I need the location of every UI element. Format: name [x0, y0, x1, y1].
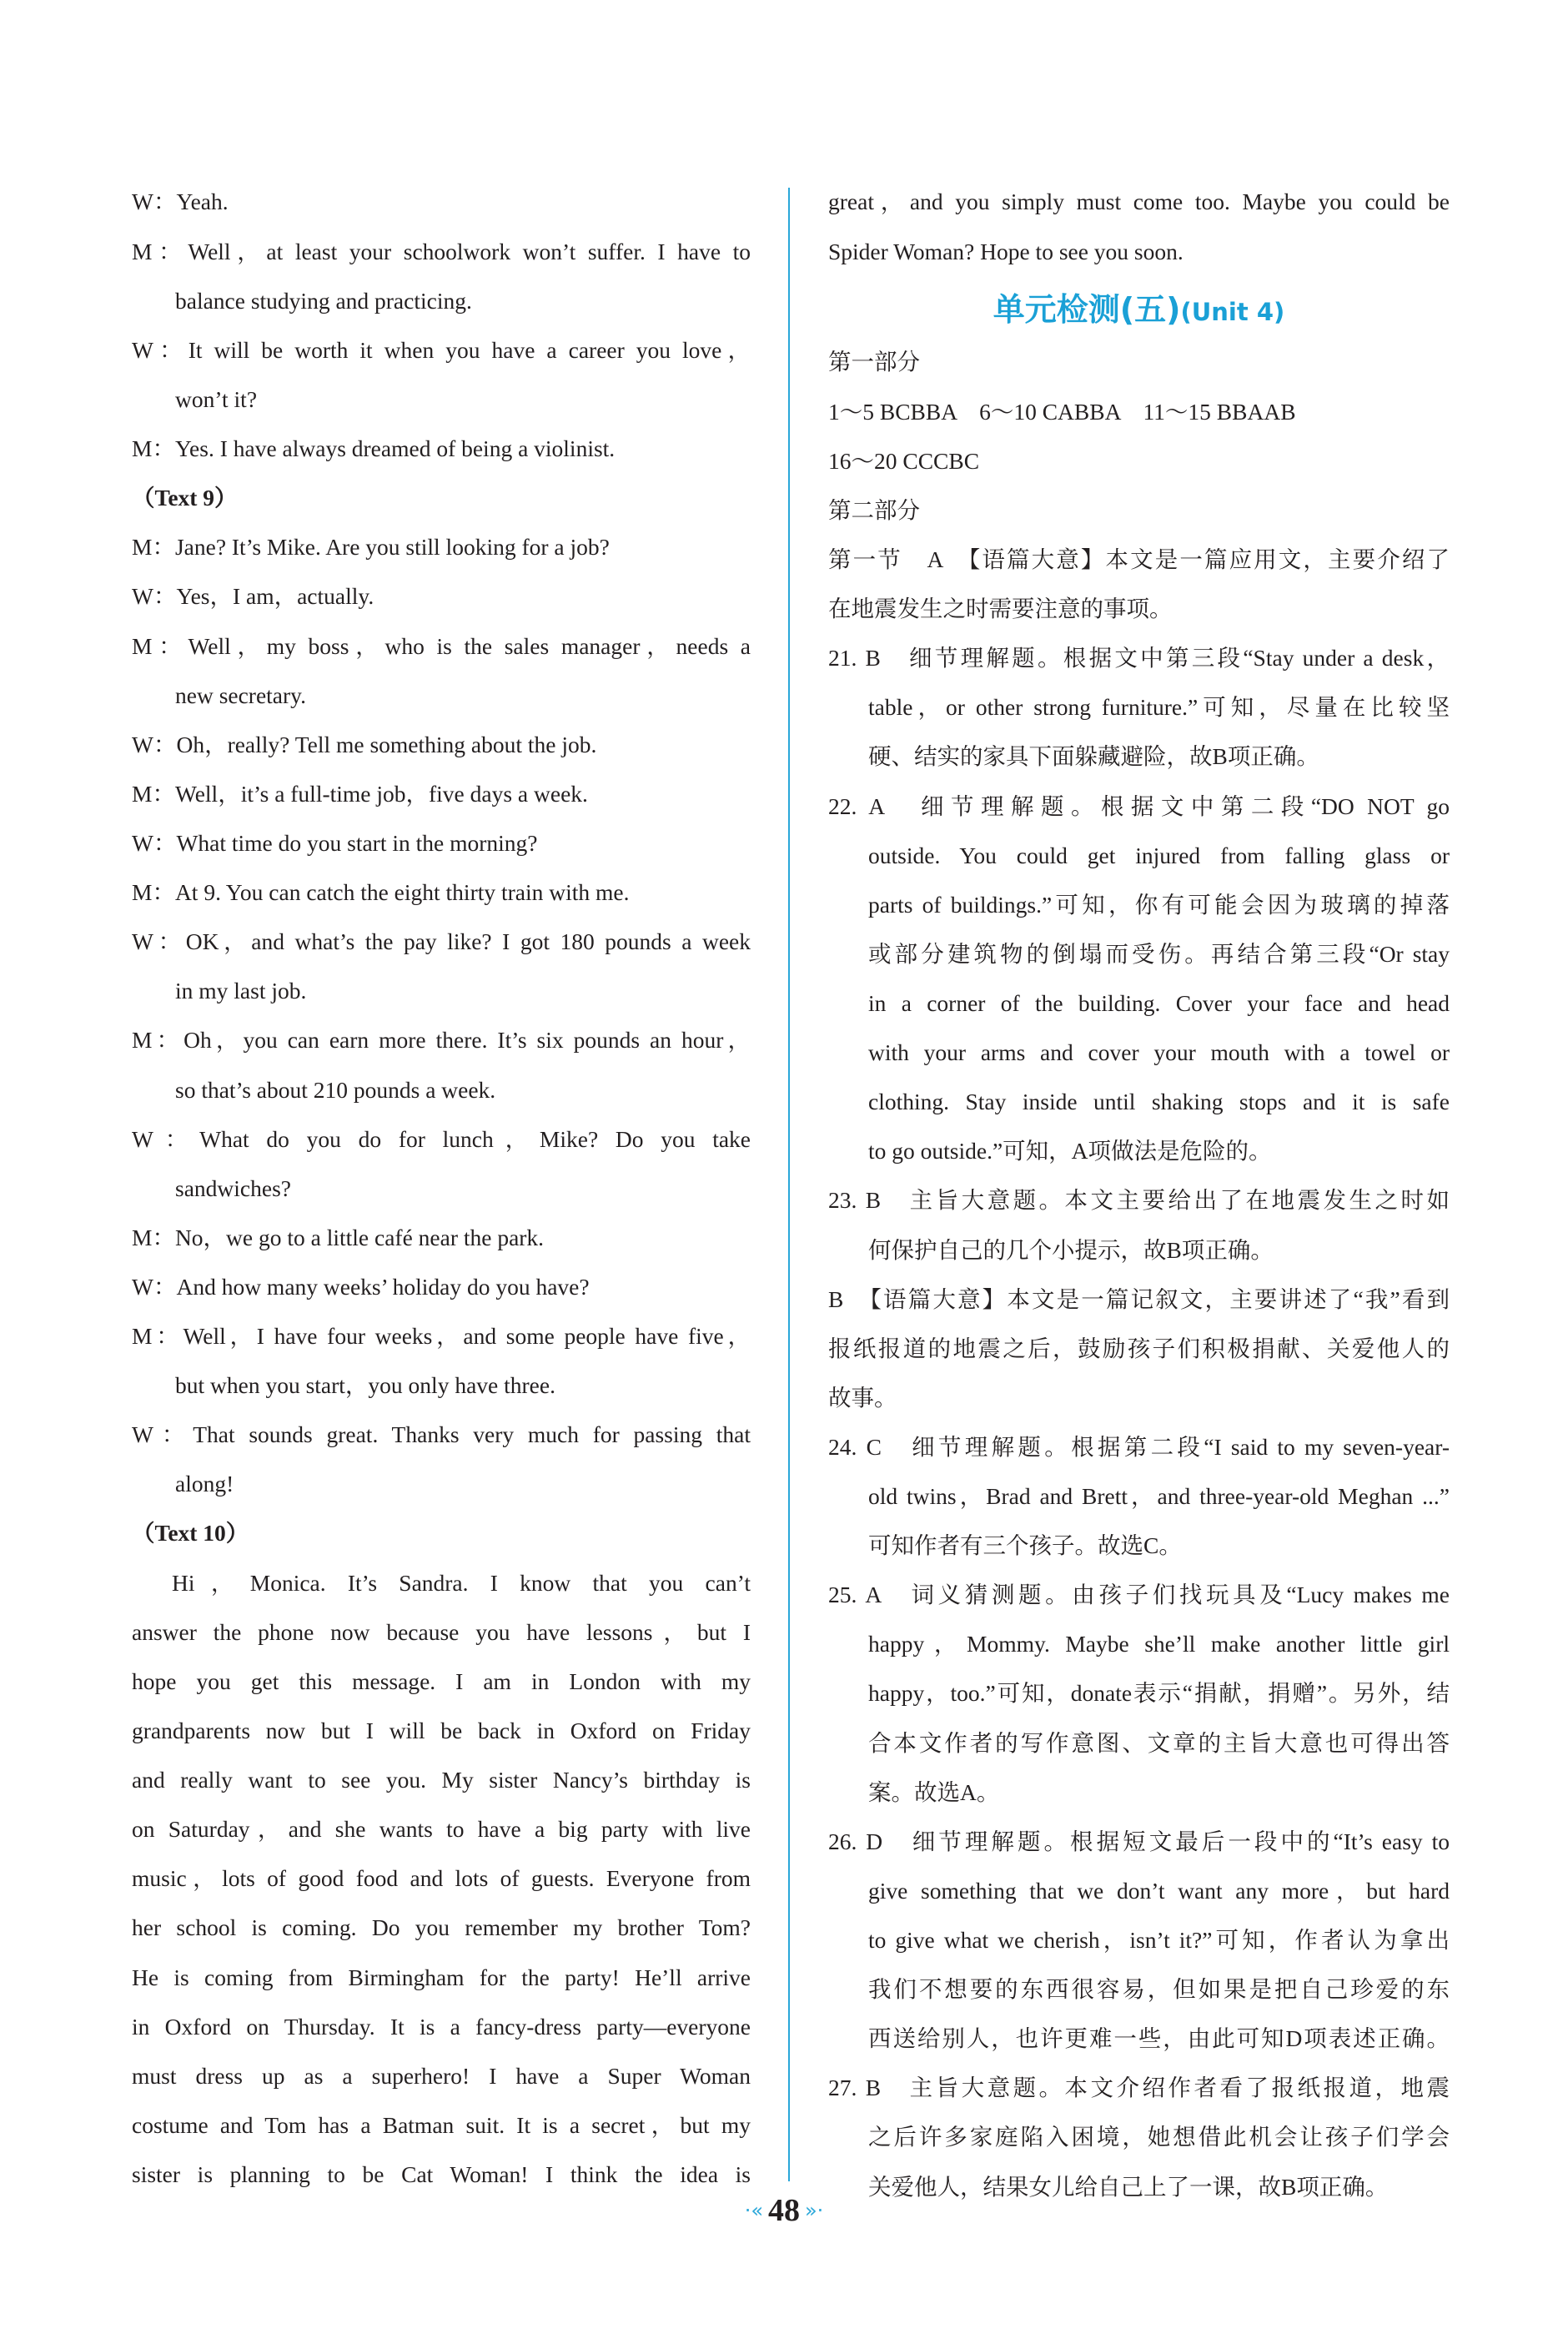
text-line: old twins，Brad and Brett，and three-year-old Meghan ...”	[868, 1483, 1450, 1509]
text-line: W：Yes，I am，actually.	[132, 583, 374, 609]
text-line: on Saturday，and she wants to have a big party with live	[132, 1816, 751, 1842]
text-line: in Oxford on Thursday. It is a fancy-dress party—everyone	[132, 2014, 751, 2040]
page-number: 48	[768, 2193, 800, 2228]
section-heading	[828, 289, 1450, 330]
left-chevron-ornament: ·«	[744, 2199, 763, 2222]
text-line: costume and Tom has a Batman suit. It is a secret，but my	[132, 2112, 751, 2138]
text-line: M：Oh，you can earn more there. It’s six pounds an hour，	[132, 1027, 751, 1053]
text-line: but when you start，you only have three.	[175, 1372, 555, 1398]
text-line: （Text 10）	[132, 1520, 249, 1546]
text-line: 21. B 细节理解题。根据文中第三段“Stay under a desk，	[828, 645, 1450, 671]
text-line: 西送给别人，也许更难一些，由此可知D项表述正确。	[868, 2025, 1450, 2051]
text-line: with your arms and cover your mouth with a towel or	[868, 1039, 1450, 1065]
text-line: 26. D 细节理解题。根据短文最后一段中的“It’s easy to	[828, 1828, 1450, 1854]
text-line: hope you get this message. I am in London with my	[132, 1668, 751, 1694]
text-line: clothing. Stay inside until shaking stops and it is safe	[868, 1089, 1450, 1114]
text-line: answer the phone now because you have lessons，but I	[132, 1619, 751, 1645]
text-line: 27. B 主旨大意题。本文介绍作者看了报纸报道，地震	[828, 2075, 1450, 2100]
text-line: along!	[175, 1471, 234, 1496]
text-line: sister is planning to be Cat Woman! I think the idea is	[132, 2161, 751, 2187]
text-line: （Text 9）	[132, 485, 238, 511]
text-line: 之后许多家庭陷入困境，她想借此机会让孩子们学会	[868, 2124, 1450, 2150]
text-line: 第一节 A 【语篇大意】本文是一篇应用文，主要介绍了	[828, 546, 1450, 572]
text-line: M：Well，it’s a full-time job，five days a week.	[132, 781, 588, 807]
text-line: music，lots of good food and lots of guests. Everyone from	[132, 1865, 751, 1891]
text-line: 硬、结实的家具下面躲藏避险，故B项正确。	[868, 743, 1319, 769]
text-line: M：No，we go to a little café near the park.	[132, 1225, 545, 1250]
text-line: 我们不想要的东西很容易，但如果是把自己珍爱的东	[868, 1976, 1450, 2002]
text-line: M：Well，my boss，who is the sales manager，needs a	[132, 633, 751, 659]
text-line: 或部分建筑物的倒塌而受伤。再结合第三段“Or stay	[868, 941, 1450, 967]
text-line: balance studying and practicing.	[175, 288, 472, 314]
text-line: so that’s about 210 pounds a week.	[175, 1077, 496, 1103]
text-line: in a corner of the building. Cover your face and head	[868, 990, 1450, 1016]
text-line: happy，too.”可知，donate表示“捐献，捐赠”。另外，结	[868, 1680, 1450, 1706]
text-line: great，and you simply must come too. Maybe you could be	[828, 189, 1450, 214]
text-line: 案。故选A。	[868, 1779, 1000, 1805]
text-line: grandparents now but I will be back in Oxford on Friday	[132, 1718, 751, 1743]
page-footer	[0, 2190, 1568, 2231]
text-line: 第二部分	[828, 497, 920, 523]
text-line: W：That sounds great. Thanks very much for passing that	[132, 1421, 751, 1447]
column-divider	[788, 188, 790, 2181]
text-line: W：Yeah.	[132, 189, 229, 214]
text-line: W：And how many weeks’ holiday do you have?	[132, 1274, 590, 1300]
text-line: M：Well，at least your schoolwork won’t suffer. I have to	[132, 239, 751, 264]
right-chevron-ornament: »·	[805, 2199, 824, 2222]
text-line: 在地震发生之时需要注意的事项。	[828, 596, 1173, 621]
text-line: B 【语篇大意】本文是一篇记叙文，主要讲述了“我”看到	[828, 1286, 1450, 1312]
text-line: W：OK，and what’s the pay like? I got 180 pounds a week	[132, 928, 751, 954]
text-line: parts of buildings.”可知，你有可能会因为玻璃的掉落	[868, 892, 1450, 918]
heading-title: 单元检测(五)	[993, 291, 1181, 328]
text-line: new secretary.	[175, 682, 307, 708]
text-line: 25. A 词义猜测题。由孩子们找玩具及“Lucy makes me	[828, 1582, 1450, 1607]
text-line: give something that we don’t want any more，but hard	[868, 1878, 1450, 1904]
text-line: W：It will be worth it when you have a career you love，	[132, 337, 751, 363]
text-line: 16～20 CCCBC	[828, 448, 980, 474]
text-line: happy，Mommy. Maybe she’ll make another little girl	[868, 1631, 1450, 1657]
text-line: 何保护自己的几个小提示，故B项正确。	[868, 1237, 1274, 1263]
text-line: M：At 9. You can catch the eight thirty train with me.	[132, 879, 630, 905]
text-line: Spider Woman? Hope to see you soon.	[828, 239, 1184, 264]
text-line: W：Oh，really? Tell me something about the job.	[132, 732, 597, 757]
text-line: M：Well，I have four weeks，and some people have five，	[132, 1323, 751, 1349]
text-line: won’t it?	[175, 386, 258, 412]
text-line: sandwiches?	[175, 1175, 291, 1201]
text-line: 22. A 细节理解题。根据文中第二段“DO NOT go	[828, 793, 1450, 819]
text-line: must dress up as a superhero! I have a Super Woman	[132, 2063, 751, 2089]
text-line: W：What do you do for lunch，Mike? Do you take	[132, 1126, 751, 1152]
text-line: table，or other strong furniture.”可知，尽量在比较坚	[868, 694, 1450, 720]
text-line: to go outside.”可知，A项做法是危险的。	[868, 1138, 1272, 1164]
text-line: 关爱他人，结果女儿给自己上了一课，故B项正确。	[868, 2174, 1389, 2200]
text-line: 可知作者有三个孩子。故选C。	[868, 1532, 1182, 1558]
text-line: W：What time do you start in the morning?	[132, 830, 538, 856]
text-line: 24. C 细节理解题。根据第二段“I said to my seven-year-	[828, 1434, 1450, 1460]
text-line: and really want to see you. My sister Nancy’s birthday is	[132, 1767, 751, 1793]
text-line: 1～5 BCBBA 6～10 CABBA 11～15 BBAAB	[828, 399, 1296, 425]
text-line: 报纸报道的地震之后，鼓励孩子们积极捐献、关爱他人的	[828, 1335, 1450, 1361]
text-line: M：Yes. I have always dreamed of being a violinist.	[132, 435, 616, 461]
text-line: in my last job.	[175, 978, 307, 1003]
text-line: He is coming from Birmingham for the party! He’ll arrive	[132, 1964, 751, 1990]
text-line: 故事。	[828, 1385, 897, 1411]
text-line: her school is coming. Do you remember my brother Tom?	[132, 1914, 751, 1940]
text-line: 合本文作者的写作意图、文章的主旨大意也可得出答	[868, 1730, 1450, 1756]
heading-unit: (Unit 4)	[1180, 298, 1285, 326]
text-line: M：Jane? It’s Mike. Are you still looking for a job?	[132, 534, 610, 560]
text-line: to give what we cherish，isn’t it?”可知，作者认为拿出	[868, 1927, 1450, 1953]
text-line: 第一部分	[828, 349, 920, 375]
text-line: 23. B 主旨大意题。本文主要给出了在地震发生之时如	[828, 1187, 1450, 1213]
text-line: outside. You could get injured from falling glass or	[868, 843, 1450, 868]
text-line: Hi，Monica. It’s Sandra. I know that you can’t	[172, 1570, 751, 1596]
